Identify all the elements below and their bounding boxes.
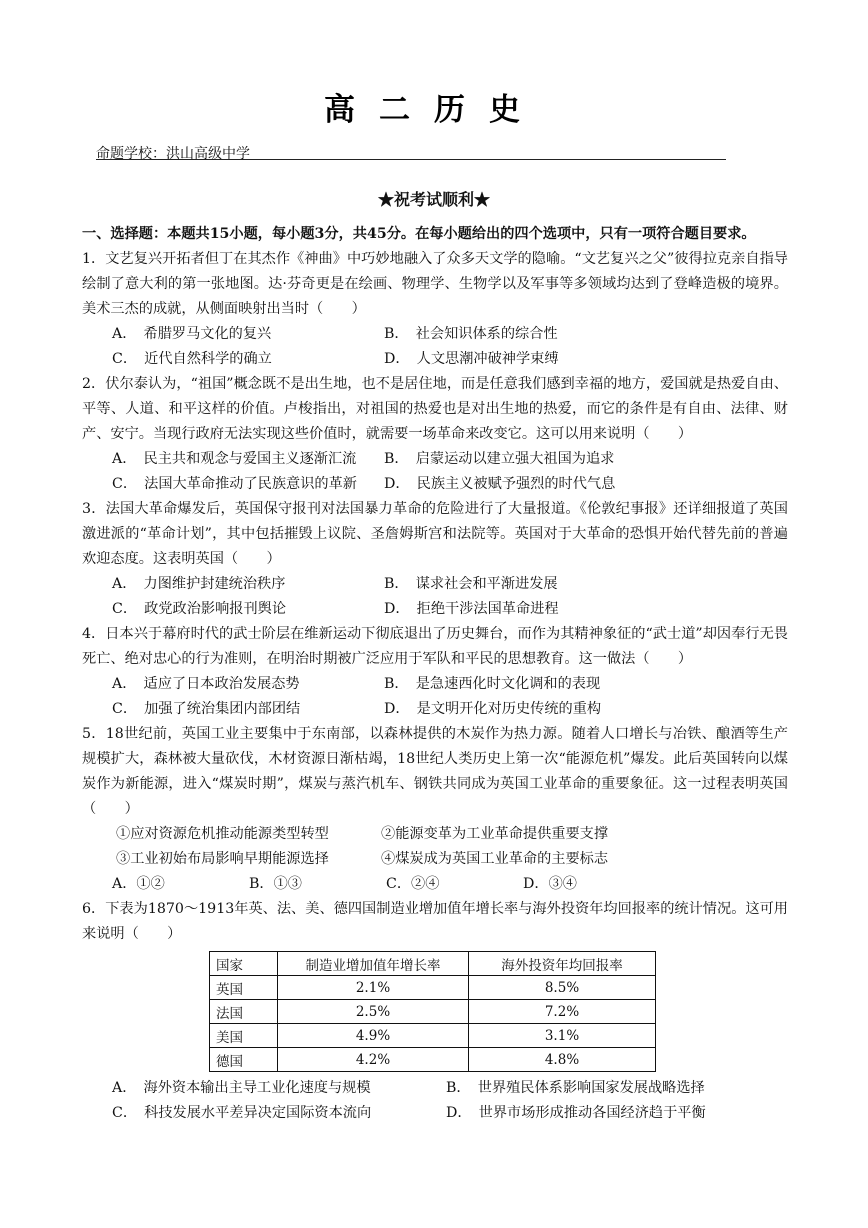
table-row [210, 1024, 656, 1048]
options [82, 447, 788, 497]
option-a[interactable]: A． 适应了日本政治发展态势 [112, 676, 300, 692]
question-stem: 4．日本兴于幕府时代的武士阶层在维新运动下彻底退出了历史舞台，而作为其精神象征的“武士道”却因奉行无畏死亡、绝对忠心的行为准则，在明治时期被广泛应用于军队和平民的思想教育。这一做法（ ） [82, 626, 788, 667]
header-growth: 制造业增加值年增长率 [278, 952, 469, 976]
page-title: 高二历史 [324, 92, 544, 128]
option-d[interactable]: D． 拒绝干涉法国革命进程 [384, 601, 559, 617]
cell-growth: 4.9% [278, 1024, 469, 1048]
question-stem: 2．伏尔泰认为，“祖国”概念既不是出生地，也不是居住地，而是任意我们感到幸福的地方，爱国就是热爱自由、平等、人道、和平这样的价值。卢梭指出，对祖国的热爱也是对出生地的热爱，而它的条件是有自由、法律、财产、安宁。当现行政府无法实现这些价值时，就需要一场革命来改变它。这可以用来说明（ ） [82, 376, 788, 442]
statement-2: ②能源变革为工业革命提供重要支撑 [381, 826, 609, 842]
statements [82, 822, 788, 872]
cell-return: 7.2% [469, 1000, 656, 1024]
option-a[interactable]: A． 希腊罗马文化的复兴 [112, 326, 272, 342]
cell-return: 8.5% [469, 976, 656, 1000]
table-row [210, 976, 656, 1000]
question-1 [82, 247, 788, 372]
table-row [210, 1048, 656, 1072]
table-row [210, 1000, 656, 1024]
cell-country: 英国 [210, 976, 278, 1000]
section-heading: 一、选择题：本题共15小题，每小题3分，共45分。在每小题给出的四个选项中，只有一项符合题目要求。 [82, 226, 756, 242]
options [82, 322, 788, 372]
school-line: 命题学校：洪山高级中学 [96, 146, 250, 162]
option-c[interactable]: C． 加强了统治集团内部团结 [112, 701, 301, 717]
question-2 [82, 372, 788, 497]
question-5 [82, 722, 788, 897]
option-c[interactable]: C． 法国大革命推动了民族意识的革新 [112, 476, 357, 492]
question-3 [82, 497, 788, 622]
option-c[interactable]: C． 政党政治影响报刊舆论 [112, 601, 287, 617]
cell-return: 3.1% [469, 1024, 656, 1048]
question-stem: 6．下表为1870～1913年英、法、美、德四国制造业增加值年增长率与海外投资年均回报率的统计情况。这可用来说明（ ） [82, 901, 788, 942]
cell-growth: 2.1% [278, 976, 469, 1000]
options [82, 572, 788, 622]
cell-growth: 2.5% [278, 1000, 469, 1024]
option-b[interactable]: B． 世界殖民体系影响国家发展战略选择 [446, 1080, 705, 1096]
question-4 [82, 622, 788, 722]
options [82, 1076, 788, 1126]
question-stem: 5．18世纪前，英国工业主要集中于东南部，以森林提供的木炭作为热力源。随着人口增长与冶铁、酿酒等生产规模扩大，森林被大量砍伐，木材资源日渐枯竭，18世纪人类历史上第一次“能源危机”爆发。此后英国转向以煤炭作为新能源，进入“煤炭时期”，煤炭与蒸汽机车、钢铁共同成为英国工业革命的重要象征。这一过程表明英国（ ） [82, 726, 788, 817]
option-b[interactable]: B．①③ [249, 876, 302, 892]
option-d[interactable]: D． 人文思潮冲破神学束缚 [384, 351, 559, 367]
option-b[interactable]: B． 谋求社会和平渐进发展 [384, 576, 558, 592]
option-a[interactable]: A． 海外资本输出主导工业化速度与规模 [112, 1080, 371, 1096]
option-d[interactable]: D． 是文明开化对历史传统的重构 [384, 701, 602, 717]
exam-content [82, 222, 788, 1126]
table-header-row [210, 952, 656, 976]
options [82, 672, 788, 722]
option-d[interactable]: D． 民族主义被赋予强烈的时代气息 [384, 476, 616, 492]
question-stem: 3．法国大革命爆发后，英国保守报刊对法国暴力革命的危险进行了大量报道。《伦敦纪事报》还详细报道了英国激进派的“革命计划”，其中包括摧毁上议院、圣詹姆斯宫和法院等。英国对于大革命的恐惧开始代替先前的普遍欢迎态度。这表明英国（ ） [82, 501, 788, 567]
header-return: 海外投资年均回报率 [469, 952, 656, 976]
option-a[interactable]: A． 力图维护封建统治秩序 [112, 576, 286, 592]
option-b[interactable]: B． 启蒙运动以建立强大祖国为追求 [384, 451, 615, 467]
option-c[interactable]: C．②④ [386, 876, 440, 892]
cell-growth: 4.2% [278, 1048, 469, 1072]
statistics-table [209, 951, 656, 1072]
option-d[interactable]: D．③④ [523, 876, 577, 892]
cell-country: 德国 [210, 1048, 278, 1072]
option-c[interactable]: C． 科技发展水平差异决定国际资本流向 [112, 1105, 372, 1121]
option-a[interactable]: A．①② [112, 876, 165, 892]
option-b[interactable]: B． 是急速西化时文化调和的表现 [384, 676, 601, 692]
motto: ★祝考试顺利★ [377, 190, 490, 209]
option-b[interactable]: B． 社会知识体系的综合性 [384, 326, 558, 342]
cell-country: 美国 [210, 1024, 278, 1048]
cell-country: 法国 [210, 1000, 278, 1024]
header-divider [96, 159, 726, 160]
question-stem: 1．文艺复兴开拓者但丁在其杰作《神曲》中巧妙地融入了众多天文学的隐喻。“文艺复兴之父”彼得拉克亲自指导绘制了意大利的第一张地图。达·芬奇更是在绘画、物理学、生物学以及军事等多领域均达到了登峰造极的境界。美术三杰的成就，从侧面映射出当时（ ） [82, 251, 788, 317]
header-country: 国家 [210, 952, 278, 976]
statement-4: ④煤炭成为英国工业革命的主要标志 [381, 851, 609, 867]
option-a[interactable]: A． 民主共和观念与爱国主义逐渐汇流 [112, 451, 357, 467]
statement-3: ③工业初始布局影响早期能源选择 [116, 851, 329, 867]
options [82, 872, 788, 897]
question-6 [82, 897, 788, 1126]
option-c[interactable]: C． 近代自然科学的确立 [112, 351, 272, 367]
cell-return: 4.8% [469, 1048, 656, 1072]
option-d[interactable]: D． 世界市场形成推动各国经济趋于平衡 [446, 1105, 706, 1121]
statement-1: ①应对资源危机推动能源类型转型 [116, 826, 329, 842]
